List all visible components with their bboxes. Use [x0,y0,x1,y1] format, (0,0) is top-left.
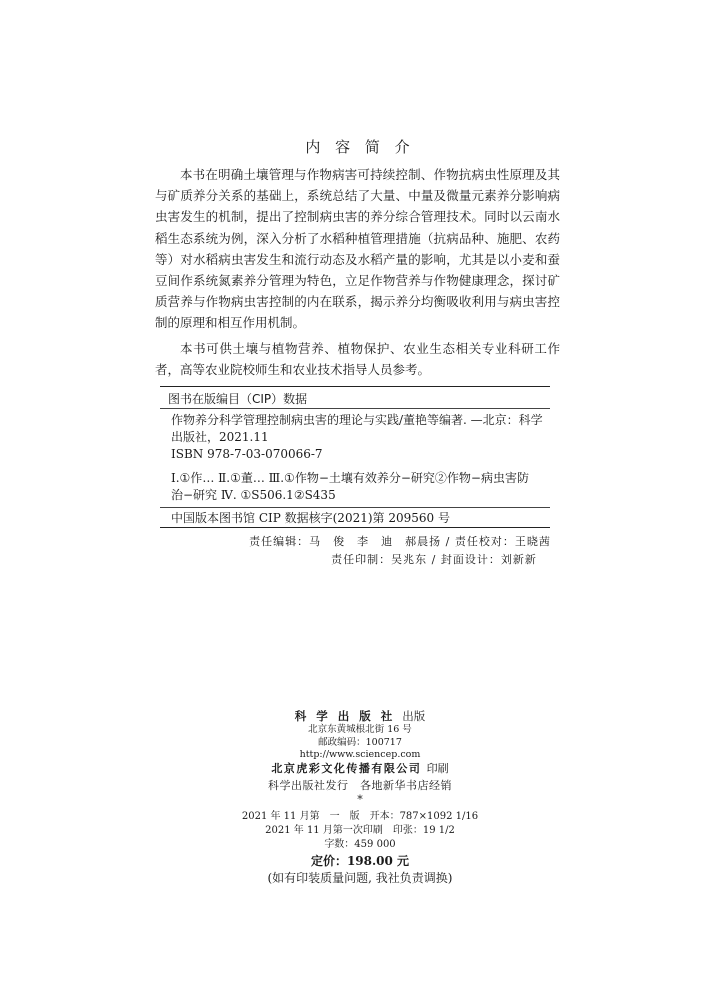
cip-gap [171,463,551,470]
intro-line: 与矿质养分关系的基础上，系统总结了大量、中量及微量元素养分影响病 [155,188,560,204]
printer-suffix: 印刷 [426,762,449,776]
cip-isbn: ISBN 978-7-03-070066-7 [171,447,323,461]
printer-name: 北京虎彩文化传播有限公司 [271,762,422,776]
cip-heading: 图书在版编目（CIP）数据 [168,392,308,406]
cip-rule-top [160,386,550,387]
cip-rule-mid [160,408,550,409]
intro-line: 虫害发生的机制，提出了控制病虫害的养分综合管理技术。同时以云南水 [155,209,560,225]
cip-verify: 中国版本图书馆 CIP 数据核字(2021)第 209560 号 [171,511,450,525]
price: 定价：198.00 元 [310,854,410,869]
publisher-website: http://www.sciencep.com [299,748,421,760]
distribution-line: 科学出版社发行 各地新华书店经销 [268,779,452,793]
word-count: 字数：459 000 [324,839,396,851]
publisher-line [0,710,720,722]
publisher-postcode: 邮政编码：100717 [318,736,402,748]
editors-line: 责任编辑：马 俊 李 迪 郝晨扬 / 责任校对：王晓茜 [249,535,551,548]
publisher-name: 科 学 出 版 社 [294,709,396,723]
intro-line: 本书在明确土壤管理与作物病害可持续控制、作物抗病虫性原理及其 [180,167,560,182]
cip-title-line: 出版社，2021.11 [171,430,269,444]
editors-line: 责任印制：吴兆东 / 封面设计：刘新新 [331,553,537,566]
publisher-address: 北京东黄城根北街 16 号 [308,724,412,736]
intro-line: 本书可供土壤与植物营养、植物保护、农业生态相关专业科研工作 [180,340,560,356]
cip-class-line: Ⅰ.①作… Ⅱ.①董… Ⅲ.①作物−土壤有效养分−研究②作物−病虫害防 [171,471,529,485]
cip-rule-bottom [160,507,550,508]
separator-star: * [357,792,363,806]
intro-line: 等）对水稻病虫害发生和流行动态及水稻产量的影响，尤其是以小麦和蚕 [155,251,560,267]
publisher-suffix: 出版 [402,709,426,723]
editors-block [0,533,720,569]
intro-title: 内 容 简 介 [305,138,415,156]
intro-line: 者，高等农业院校师生和农业技术指导人员参考。 [155,361,431,377]
intro-paragraph-2 [155,338,560,380]
cip-rule-bottom-thick [160,527,550,528]
intro-line: 制的原理和相互作用机制。 [155,315,306,331]
intro-body [155,164,560,380]
printer-line [0,763,720,775]
imprint-block [0,710,720,887]
cip-entry [171,412,551,504]
intro-line: 豆间作系统氮素养分管理为特色，立足作物营养与作物健康理念，探讨矿 [155,273,560,289]
quality-notice: (如有印装质量问题, 我社负责调换) [267,871,453,886]
cip-title-line: 作物养分科学管理控制病虫害的理论与实践/董艳等编著. —北京：科学 [171,413,543,427]
intro-line: 质营养与作物病虫害控制的内在联系，揭示养分均衡吸收利用与病虫害控 [155,294,560,310]
printing-line: 2021 年 11 月第一次印刷 印张：19 1/2 [265,825,455,837]
cip-class-line: 治−研究 Ⅳ. ①S506.1②S435 [171,488,336,502]
edition-line: 2021 年 11 月第 一 版 开本：787×1092 1/16 [241,811,479,823]
intro-paragraph-1 [155,164,560,334]
intro-line: 稻生态系统为例，深入分析了水稻种植管理措施（抗病品种、施肥、农药 [155,230,560,246]
